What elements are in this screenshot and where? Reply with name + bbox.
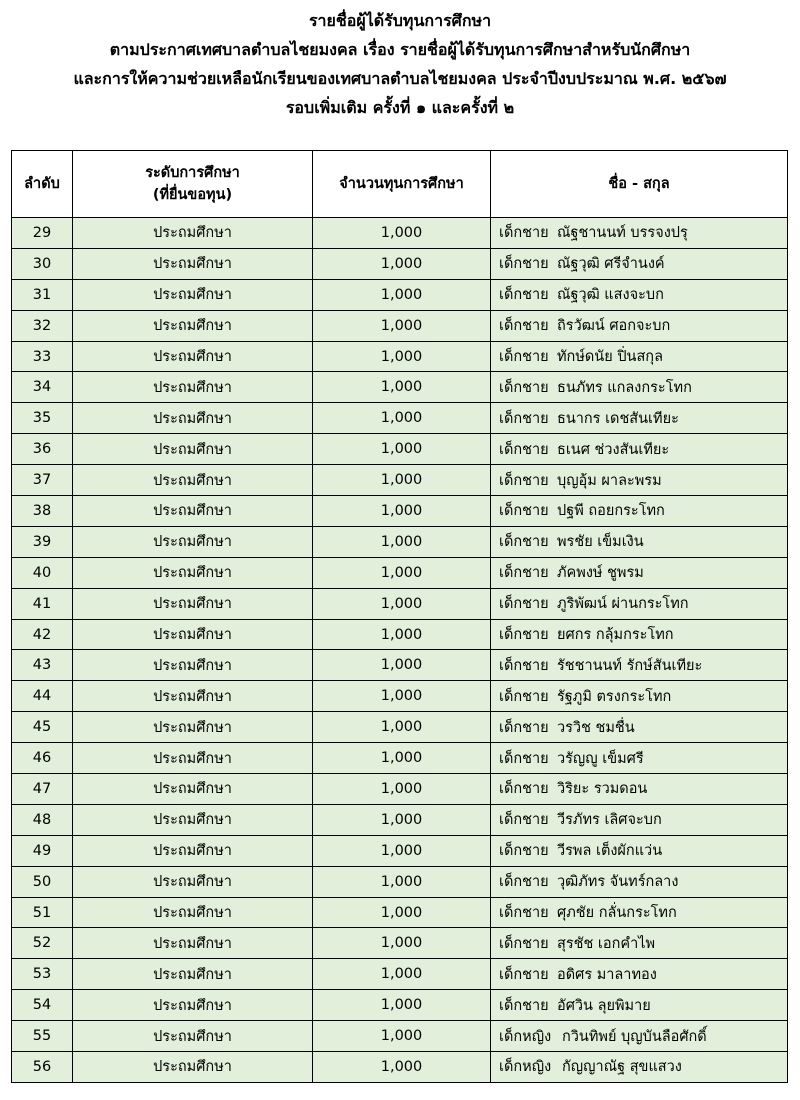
cell-level: ประถมศึกษา bbox=[73, 218, 313, 249]
name-title: เด็กชาย bbox=[499, 719, 549, 736]
cell-level: ประถมศึกษา bbox=[73, 804, 313, 835]
table-row bbox=[12, 1052, 788, 1083]
table-row bbox=[12, 835, 788, 866]
cell-amount: 1,000 bbox=[313, 218, 491, 249]
column-header-no: ลำดับ bbox=[12, 151, 73, 218]
table-row bbox=[12, 526, 788, 557]
cell-level: ประถมศึกษา bbox=[73, 310, 313, 341]
cell-amount: 1,000 bbox=[313, 434, 491, 465]
cell-amount: 1,000 bbox=[313, 866, 491, 897]
full-name: ทักษ์ดนัย ปิ่นสกุล bbox=[557, 349, 663, 365]
table-row bbox=[12, 619, 788, 650]
cell-level: ประถมศึกษา bbox=[73, 650, 313, 681]
table-row bbox=[12, 743, 788, 774]
cell-name bbox=[491, 866, 788, 897]
full-name: ยศกร กลุ้มกระโทก bbox=[557, 627, 674, 644]
table-row bbox=[12, 897, 788, 928]
cell-amount: 1,000 bbox=[313, 588, 491, 619]
cell-name bbox=[491, 310, 788, 341]
cell-level: ประถมศึกษา bbox=[73, 588, 313, 619]
table-row bbox=[12, 465, 788, 496]
table-header-row bbox=[12, 151, 788, 218]
full-name: ภัคพงษ์ ชูพรม bbox=[557, 565, 644, 582]
cell-level: ประถมศึกษา bbox=[73, 1021, 313, 1052]
name-title: เด็กชาย bbox=[499, 935, 549, 952]
cell-no: 46 bbox=[12, 743, 73, 774]
full-name: ณัฐวุฒิ ศรีจำนงค์ bbox=[557, 256, 665, 273]
full-name: รัชชานนท์ รักษ์สันเทียะ bbox=[557, 657, 703, 674]
table-row bbox=[12, 1021, 788, 1052]
cell-name bbox=[491, 712, 788, 743]
name-title: เด็กชาย bbox=[499, 843, 549, 860]
cell-amount: 1,000 bbox=[313, 1052, 491, 1083]
table-row bbox=[12, 496, 788, 527]
table-row bbox=[12, 681, 788, 712]
cell-amount: 1,000 bbox=[313, 897, 491, 928]
table-row bbox=[12, 218, 788, 249]
name-title: เด็กชาย bbox=[499, 565, 549, 582]
cell-no: 40 bbox=[12, 557, 73, 588]
table-row bbox=[12, 403, 788, 434]
cell-no: 43 bbox=[12, 650, 73, 681]
name-title: เด็กชาย bbox=[499, 503, 549, 520]
cell-name bbox=[491, 588, 788, 619]
cell-name bbox=[491, 434, 788, 465]
cell-level: ประถมศึกษา bbox=[73, 681, 313, 712]
cell-name bbox=[491, 928, 788, 959]
cell-amount: 1,000 bbox=[313, 341, 491, 372]
cell-no: 49 bbox=[12, 835, 73, 866]
cell-name bbox=[491, 465, 788, 496]
name-title: เด็กชาย bbox=[499, 287, 549, 304]
table-row bbox=[12, 866, 788, 897]
full-name: รัฐภูมิ ตรงกระโทก bbox=[557, 688, 672, 705]
cell-no: 50 bbox=[12, 866, 73, 897]
cell-level: ประถมศึกษา bbox=[73, 619, 313, 650]
cell-name bbox=[491, 218, 788, 249]
cell-no: 53 bbox=[12, 959, 73, 990]
name-title: เด็กชาย bbox=[499, 441, 549, 458]
cell-name bbox=[491, 897, 788, 928]
cell-no: 31 bbox=[12, 279, 73, 310]
cell-no: 30 bbox=[12, 248, 73, 279]
name-title: เด็กชาย bbox=[499, 781, 549, 798]
table-row bbox=[12, 990, 788, 1021]
full-name: บุญอุ้ม ผาละพรม bbox=[557, 472, 662, 489]
full-name: วิริยะ รวมดอน bbox=[557, 781, 648, 798]
cell-name bbox=[491, 681, 788, 712]
cell-no: 41 bbox=[12, 588, 73, 619]
cell-name bbox=[491, 372, 788, 403]
document-title: รายชื่อผู้ได้รับทุนการศึกษา bbox=[308, 11, 492, 30]
full-name: กัญญาณัฐ สุขแสวง bbox=[562, 1059, 682, 1076]
cell-no: 29 bbox=[12, 218, 73, 249]
cell-name bbox=[491, 990, 788, 1021]
cell-name bbox=[491, 959, 788, 990]
name-title: เด็กชาย bbox=[499, 812, 549, 829]
full-name: สุรชัช เอกคำไพ bbox=[557, 935, 656, 952]
cell-level: ประถมศึกษา bbox=[73, 835, 313, 866]
full-name: ศุภชัย กลั่นกระโทก bbox=[557, 905, 677, 922]
cell-no: 42 bbox=[12, 619, 73, 650]
table-row bbox=[12, 928, 788, 959]
cell-no: 56 bbox=[12, 1052, 73, 1083]
cell-amount: 1,000 bbox=[313, 557, 491, 588]
cell-amount: 1,000 bbox=[313, 743, 491, 774]
table-row bbox=[12, 248, 788, 279]
cell-name bbox=[491, 526, 788, 557]
cell-no: 44 bbox=[12, 681, 73, 712]
cell-name bbox=[491, 1021, 788, 1052]
cell-name bbox=[491, 774, 788, 805]
cell-no: 35 bbox=[12, 403, 73, 434]
name-title: เด็กหญิง bbox=[499, 1059, 552, 1076]
cell-level: ประถมศึกษา bbox=[73, 990, 313, 1021]
column-header-level-line2: (ที่ยื่นขอทุน) bbox=[152, 187, 233, 203]
name-title: เด็กชาย bbox=[499, 410, 549, 427]
column-header-name: ชื่อ - สกุล bbox=[491, 151, 788, 218]
cell-amount: 1,000 bbox=[313, 403, 491, 434]
table-row bbox=[12, 804, 788, 835]
cell-level: ประถมศึกษา bbox=[73, 1052, 313, 1083]
cell-level: ประถมศึกษา bbox=[73, 526, 313, 557]
name-title: เด็กชาย bbox=[499, 688, 549, 705]
full-name: ธนากร เดชสันเทียะ bbox=[557, 410, 679, 427]
cell-level: ประถมศึกษา bbox=[73, 496, 313, 527]
table-row bbox=[12, 310, 788, 341]
table-row bbox=[12, 372, 788, 403]
full-name: วีรพล เต็งผักแว่น bbox=[557, 843, 663, 860]
cell-level: ประถมศึกษา bbox=[73, 557, 313, 588]
cell-level: ประถมศึกษา bbox=[73, 866, 313, 897]
cell-name bbox=[491, 804, 788, 835]
announcement-line: ตามประกาศเทศบาลตำบลไชยมงคล เรื่อง รายชื่อผู้ได้รับทุนการศึกษาสำหรับนักศึกษา bbox=[109, 40, 691, 59]
cell-no: 51 bbox=[12, 897, 73, 928]
cell-name bbox=[491, 248, 788, 279]
cell-name bbox=[491, 341, 788, 372]
cell-amount: 1,000 bbox=[313, 650, 491, 681]
table-row bbox=[12, 712, 788, 743]
cell-name bbox=[491, 743, 788, 774]
cell-level: ประถมศึกษา bbox=[73, 248, 313, 279]
round-line: รอบเพิ่มเติม ครั้งที่ ๑ และครั้งที่ ๒ bbox=[285, 98, 515, 117]
name-title: เด็กชาย bbox=[499, 472, 549, 489]
name-title: เด็กชาย bbox=[499, 256, 549, 273]
table-row bbox=[12, 341, 788, 372]
full-name: อดิศร มาลาทอง bbox=[557, 966, 657, 983]
cell-amount: 1,000 bbox=[313, 774, 491, 805]
cell-amount: 1,000 bbox=[313, 526, 491, 557]
cell-amount: 1,000 bbox=[313, 959, 491, 990]
cell-no: 39 bbox=[12, 526, 73, 557]
table-body bbox=[12, 218, 788, 1083]
cell-no: 55 bbox=[12, 1021, 73, 1052]
cell-level: ประถมศึกษา bbox=[73, 897, 313, 928]
cell-no: 36 bbox=[12, 434, 73, 465]
name-title: เด็กหญิง bbox=[499, 1028, 552, 1045]
table-row bbox=[12, 959, 788, 990]
table-row bbox=[12, 279, 788, 310]
cell-level: ประถมศึกษา bbox=[73, 434, 313, 465]
name-title: เด็กชาย bbox=[499, 905, 549, 922]
name-title: เด็กชาย bbox=[499, 349, 549, 365]
table-row bbox=[12, 774, 788, 805]
cell-name bbox=[491, 835, 788, 866]
name-title: เด็กชาย bbox=[499, 596, 549, 613]
name-title: เด็กชาย bbox=[499, 997, 549, 1014]
cell-no: 48 bbox=[12, 804, 73, 835]
cell-name bbox=[491, 496, 788, 527]
cell-amount: 1,000 bbox=[313, 835, 491, 866]
name-title: เด็กชาย bbox=[499, 534, 549, 551]
cell-amount: 1,000 bbox=[313, 310, 491, 341]
cell-no: 54 bbox=[12, 990, 73, 1021]
cell-level: ประถมศึกษา bbox=[73, 372, 313, 403]
cell-amount: 1,000 bbox=[313, 619, 491, 650]
column-header-amount: จำนวนทุนการศึกษา bbox=[313, 151, 491, 218]
name-title: เด็กชาย bbox=[499, 318, 549, 335]
table-row bbox=[12, 588, 788, 619]
name-title: เด็กชาย bbox=[499, 874, 549, 891]
full-name: ถิรวัฒน์ ศอกจะบก bbox=[557, 318, 671, 335]
cell-name bbox=[491, 1052, 788, 1083]
cell-no: 47 bbox=[12, 774, 73, 805]
full-name: วรวิช ชมชื่น bbox=[557, 719, 635, 736]
cell-amount: 1,000 bbox=[313, 279, 491, 310]
table-row bbox=[12, 557, 788, 588]
cell-amount: 1,000 bbox=[313, 1021, 491, 1052]
full-name: พรชัย เข็มเงิน bbox=[557, 534, 644, 551]
document-header bbox=[0, 6, 800, 122]
cell-level: ประถมศึกษา bbox=[73, 279, 313, 310]
cell-level: ประถมศึกษา bbox=[73, 465, 313, 496]
full-name: อัศวิน ลุยพิมาย bbox=[557, 997, 651, 1014]
scholarship-table bbox=[11, 150, 788, 1083]
column-header-level-line1: ระดับการศึกษา bbox=[145, 165, 240, 181]
cell-amount: 1,000 bbox=[313, 928, 491, 959]
cell-no: 32 bbox=[12, 310, 73, 341]
full-name: ณัฐวุฒิ แสงจะบก bbox=[557, 287, 664, 304]
table-row bbox=[12, 650, 788, 681]
name-title: เด็กชาย bbox=[499, 225, 549, 242]
cell-amount: 1,000 bbox=[313, 248, 491, 279]
name-title: เด็กชาย bbox=[499, 657, 549, 674]
cell-name bbox=[491, 619, 788, 650]
full-name: ณัฐชานนท์ บรรจงปรุ bbox=[557, 225, 688, 242]
cell-name bbox=[491, 557, 788, 588]
cell-level: ประถมศึกษา bbox=[73, 959, 313, 990]
full-name: ปฐพี ถอยกระโทก bbox=[557, 503, 665, 520]
full-name: วุฒิภัทร จันทร์กลาง bbox=[557, 874, 679, 891]
cell-amount: 1,000 bbox=[313, 496, 491, 527]
cell-amount: 1,000 bbox=[313, 990, 491, 1021]
cell-no: 37 bbox=[12, 465, 73, 496]
cell-level: ประถมศึกษา bbox=[73, 928, 313, 959]
full-name: ธนภัทร แกลงกระโทก bbox=[557, 379, 692, 396]
cell-no: 34 bbox=[12, 372, 73, 403]
cell-level: ประถมศึกษา bbox=[73, 774, 313, 805]
cell-name bbox=[491, 403, 788, 434]
cell-level: ประถมศึกษา bbox=[73, 341, 313, 372]
name-title: เด็กชาย bbox=[499, 627, 549, 644]
cell-level: ประถมศึกษา bbox=[73, 403, 313, 434]
cell-level: ประถมศึกษา bbox=[73, 743, 313, 774]
cell-amount: 1,000 bbox=[313, 804, 491, 835]
cell-no: 45 bbox=[12, 712, 73, 743]
name-title: เด็กชาย bbox=[499, 379, 549, 396]
cell-amount: 1,000 bbox=[313, 372, 491, 403]
cell-no: 52 bbox=[12, 928, 73, 959]
cell-amount: 1,000 bbox=[313, 712, 491, 743]
full-name: ธเนศ ช่วงสันเทียะ bbox=[557, 441, 670, 458]
full-name: วรัญญู เข็มศรี bbox=[557, 750, 644, 767]
name-title: เด็กชาย bbox=[499, 750, 549, 767]
cell-level: ประถมศึกษา bbox=[73, 712, 313, 743]
table-row bbox=[12, 434, 788, 465]
cell-amount: 1,000 bbox=[313, 681, 491, 712]
full-name: กวินทิพย์ บุญบันลือศักดิ์ bbox=[562, 1028, 707, 1045]
cell-name bbox=[491, 650, 788, 681]
name-title: เด็กชาย bbox=[499, 966, 549, 983]
announcement-subline: และการให้ความช่วยเหลือนักเรียนของเทศบาลตำบลไชยมงคล ประจำปีงบประมาณ พ.ศ. ๒๕๖๗ bbox=[73, 69, 727, 88]
cell-amount: 1,000 bbox=[313, 465, 491, 496]
full-name: ภูริพัฒน์ ผ่านกระโทก bbox=[557, 596, 689, 613]
column-header-level bbox=[73, 151, 313, 218]
cell-no: 33 bbox=[12, 341, 73, 372]
full-name: วีรภัทร เลิศจะบก bbox=[557, 812, 662, 829]
cell-no: 38 bbox=[12, 496, 73, 527]
cell-name bbox=[491, 279, 788, 310]
